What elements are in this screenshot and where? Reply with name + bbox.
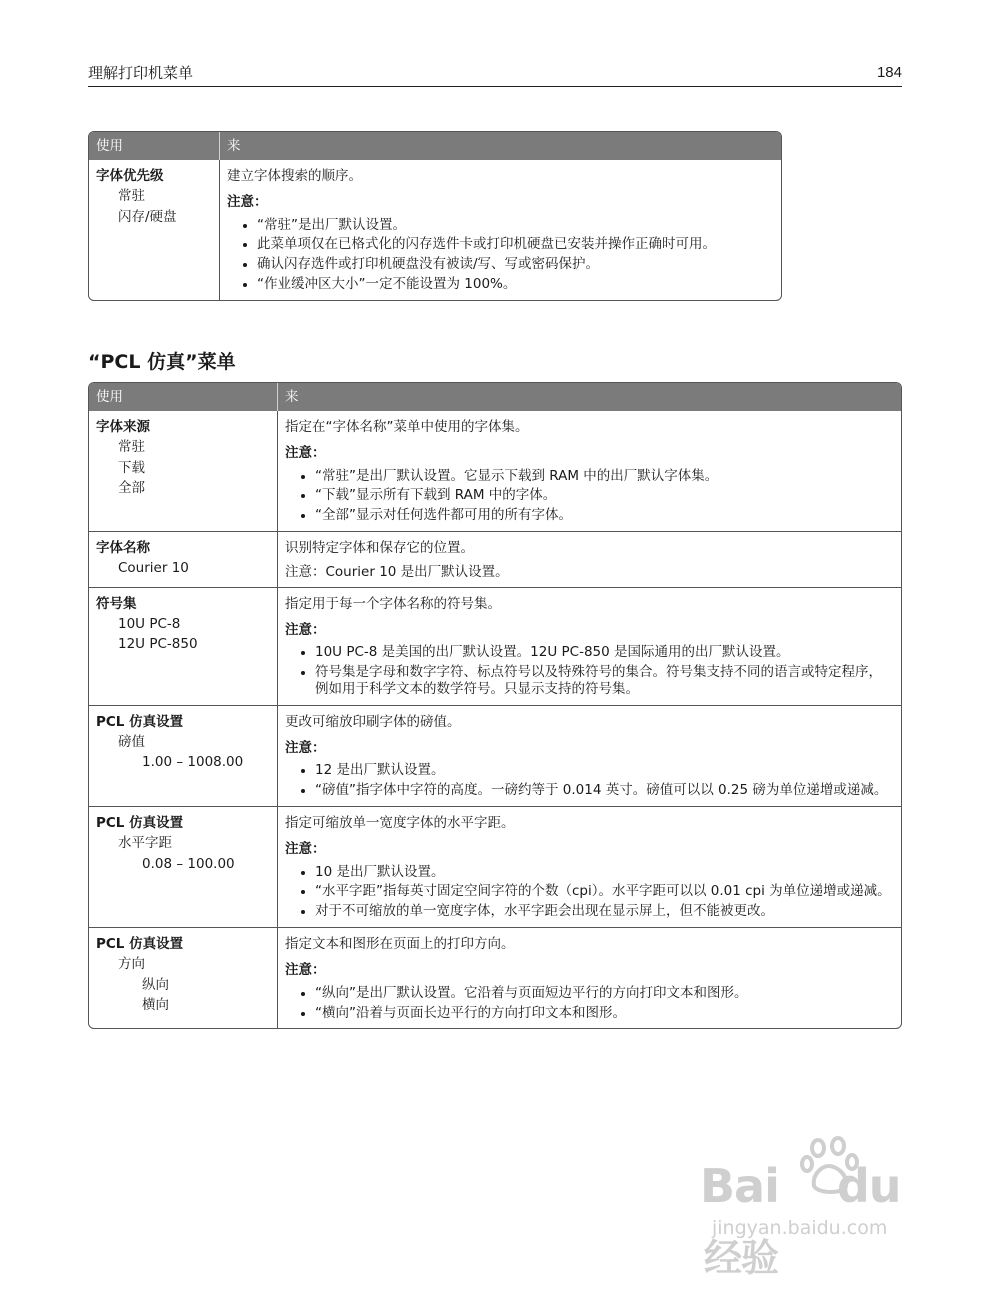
- table-row: [89, 806, 901, 927]
- pcl-emulation-table: [88, 382, 902, 1029]
- notes-list: [285, 468, 894, 525]
- submenu-name: 水平字距: [118, 835, 172, 852]
- notes-list: [285, 762, 894, 799]
- running-header: [88, 62, 902, 87]
- note-item: • “常驻”是出厂默认设置。: [257, 217, 774, 234]
- table-row: [89, 531, 901, 587]
- menu-item-cell: [89, 927, 278, 1028]
- note-item: • 确认闪存选件或打印机硬盘没有被读/写、写或密码保护。: [257, 256, 774, 273]
- note-item: • “作业缓冲区大小”一定不能设置为 100%。: [257, 276, 774, 293]
- menu-item-name: PCL 仿真设置: [96, 815, 184, 831]
- description-cell: [220, 160, 781, 300]
- submenu-name: 磅值: [118, 734, 145, 750]
- note-item: • “横向”沿着与页面长边平行的方向打印文本和图形。: [315, 1005, 894, 1022]
- section-title: “PCL 仿真”菜单: [88, 351, 236, 373]
- menu-option: 1.00 – 1008.00: [142, 754, 244, 771]
- note-inline: 注意：Courier 10 是出厂默认设置。: [285, 564, 509, 581]
- note-item: • “水平字距”指每英寸固定空间字符的个数（cpi）。水平字距可以以 0.01 cpi 为单位递增或递减。: [315, 883, 894, 900]
- menu-item-cell: [89, 705, 278, 806]
- note-label: 注意：: [285, 841, 326, 858]
- menu-option: 全部: [118, 479, 145, 496]
- note-item: • 10U PC-8 是美国的出厂默认设置。12U PC-850 是国际通用的出厂默认设置。: [315, 644, 894, 661]
- menu-item-name: 字体优先级: [96, 168, 164, 184]
- table-row: [89, 927, 901, 1028]
- menu-option: 10U PC-8: [118, 615, 181, 632]
- notes-list: [285, 985, 894, 1022]
- notes-list: [227, 217, 774, 294]
- note-label: 注意：: [285, 740, 326, 756]
- menu-item-name: PCL 仿真设置: [96, 936, 184, 953]
- note-item: • 12 是出厂默认设置。: [315, 762, 894, 779]
- menu-item-cell: [89, 160, 220, 300]
- description: 建立字体搜索的顺序。: [227, 168, 362, 184]
- baidu-paw-icon: [798, 1134, 862, 1198]
- table-row: [89, 160, 781, 300]
- baidu-watermark: [700, 1130, 940, 1280]
- menu-item-name: PCL 仿真设置: [96, 713, 184, 730]
- menu-option: 纵向: [142, 976, 169, 993]
- submenu-name: 方向: [118, 956, 145, 973]
- description-cell: [278, 411, 901, 531]
- menu-item-cell: [89, 806, 278, 927]
- note-item: • 符号集是字母和数字字符、标点符号以及特殊符号的集合。符号集支持不同的语言或特定程序，例如用于科学文本的数学符号。只显示支持的符号集。: [315, 664, 894, 698]
- menu-item-cell: [89, 587, 278, 705]
- column-header-use: 使用: [89, 383, 278, 411]
- note-item: • 10 是出厂默认设置。: [315, 864, 894, 881]
- note-item: • “磅值”指字体中字符的高度。一磅约等于 0.014 英寸。磅值可以以 0.25 磅为单位递增或递减。: [315, 782, 894, 799]
- description: 识别特定字体和保存它的位置。: [285, 540, 474, 557]
- menu-option: 常驻: [118, 439, 145, 456]
- table-header-row: [89, 132, 781, 160]
- note-item: • 此菜单项仅在已格式化的闪存选件卡或打印机硬盘已安装并操作正确时可用。: [257, 236, 774, 253]
- menu-option: 下载: [118, 459, 145, 476]
- column-header-use: 使用: [89, 132, 220, 160]
- menu-option: 常驻: [118, 188, 145, 205]
- note-item: • “全部”显示对任何选件都可用的所有字体。: [315, 507, 894, 524]
- note-label: 注意：: [285, 962, 326, 979]
- running-title: 理解打印机菜单: [88, 64, 194, 82]
- menu-item-cell: [89, 411, 278, 531]
- description-cell: [278, 587, 901, 705]
- description-cell: [278, 806, 901, 927]
- notes-list: [285, 864, 894, 921]
- column-header-purpose: 来: [278, 383, 901, 411]
- menu-item-name: 字体名称: [96, 540, 150, 557]
- menu-item-cell: [89, 531, 278, 587]
- table-row: [89, 587, 901, 705]
- description: 指定用于每一个字体名称的符号集。: [285, 595, 501, 612]
- menu-option: Courier 10: [118, 560, 189, 577]
- notes-list: [285, 644, 894, 698]
- menu-item-name: 符号集: [96, 595, 137, 612]
- table-row: [89, 411, 901, 531]
- note-item: • “纵向”是出厂默认设置。它沿着与页面短边平行的方向打印文本和图形。: [315, 985, 894, 1002]
- note-label: 注意：: [285, 621, 326, 638]
- table-header-row: [89, 383, 901, 411]
- table-row: [89, 705, 901, 806]
- menu-option: 闪存/硬盘: [118, 208, 177, 225]
- page-number: 184: [876, 64, 902, 81]
- menu-option: 横向: [142, 996, 169, 1013]
- note-item: • “下载”显示所有下载到 RAM 中的字体。: [315, 487, 894, 504]
- description-cell: [278, 705, 901, 806]
- note-item: • “常驻”是出厂默认设置。它显示下载到 RAM 中的出厂默认字体集。: [315, 468, 894, 485]
- description: 指定在“字体名称”菜单中使用的字体集。: [285, 419, 529, 435]
- note-item: • 对于不可缩放的单一宽度字体，水平字距会出现在显示屏上，但不能被更改。: [315, 903, 894, 920]
- menu-item-name: 字体来源: [96, 419, 150, 435]
- description: 更改可缩放印刷字体的磅值。: [285, 713, 461, 730]
- column-header-purpose: 来: [220, 132, 781, 160]
- watermark-url: jingyan.baidu.com: [712, 1217, 888, 1239]
- note-label: 注意：: [285, 445, 326, 462]
- watermark-text-du: du: [836, 1159, 901, 1213]
- menu-option: 0.08 – 100.00: [142, 855, 235, 872]
- description: 指定可缩放单一宽度字体的水平字距。: [285, 815, 515, 831]
- description-cell: [278, 927, 901, 1028]
- note-label: 注意：: [227, 194, 268, 211]
- menu-option: 12U PC-850: [118, 636, 198, 653]
- description: 指定文本和图形在页面上的打印方向。: [285, 936, 515, 953]
- description-cell: [278, 531, 901, 587]
- font-priority-table: [88, 131, 782, 301]
- watermark-text-bai: Bai: [700, 1159, 779, 1213]
- watermark-text-jingyan: 经验: [704, 1236, 779, 1280]
